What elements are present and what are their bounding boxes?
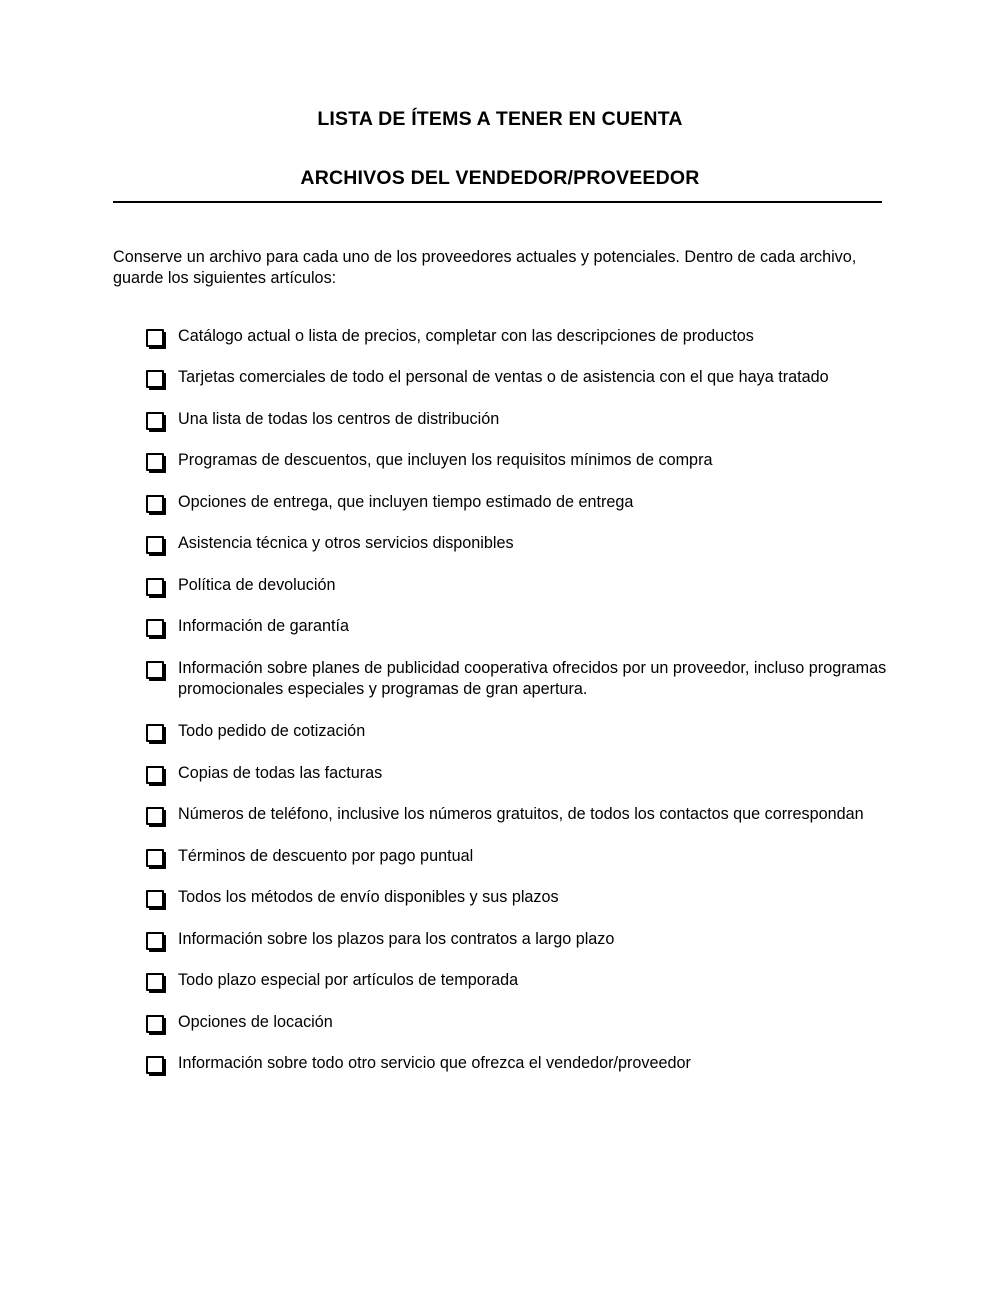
intro-paragraph: Conserve un archivo para cada uno de los proveedores actuales y potenciales. Dentro de cada archivo, guarde los siguientes artículos: bbox=[113, 247, 857, 288]
header-divider bbox=[113, 201, 882, 203]
list-item bbox=[146, 1053, 910, 1095]
list-item-label: Asistencia técnica y otros servicios disponibles bbox=[178, 534, 514, 553]
list-item bbox=[146, 575, 910, 617]
list-item bbox=[146, 721, 910, 763]
list-item-label: Catálogo actual o lista de precios, completar con las descripciones de productos bbox=[178, 326, 754, 345]
checkbox-icon[interactable] bbox=[146, 578, 164, 596]
list-item-label: Información sobre los plazos para los contratos a largo plazo bbox=[178, 929, 615, 948]
list-item-label: Copias de todas las facturas bbox=[178, 763, 383, 782]
page-title: LISTA DE ÍTEMS A TENER EN CUENTA bbox=[317, 108, 683, 130]
list-item-label: Términos de descuento por pago puntual bbox=[178, 846, 474, 865]
list-item-label: Números de teléfono, inclusive los números gratuitos, de todos los contactos que correspondan bbox=[178, 805, 864, 824]
checkbox-icon[interactable] bbox=[146, 724, 164, 742]
list-item-label: Todos los métodos de envío disponibles y sus plazos bbox=[178, 888, 559, 907]
list-item-label: Información sobre planes de publicidad cooperativa ofrecidos por un proveedor, incluso programas promocionales especiales y programas de gran apertura. bbox=[178, 658, 887, 699]
list-item-label: Una lista de todas los centros de distribución bbox=[178, 409, 500, 428]
list-item bbox=[146, 326, 910, 368]
list-item-label: Opciones de locación bbox=[178, 1012, 333, 1031]
checkbox-icon[interactable] bbox=[146, 619, 164, 637]
checkbox-icon[interactable] bbox=[146, 973, 164, 991]
checkbox-icon[interactable] bbox=[146, 1015, 164, 1033]
list-item bbox=[146, 658, 910, 721]
checkbox-icon[interactable] bbox=[146, 849, 164, 867]
checkbox-icon[interactable] bbox=[146, 495, 164, 513]
checkbox-icon[interactable] bbox=[146, 412, 164, 430]
list-item-label: Información de garantía bbox=[178, 617, 349, 636]
list-item-label: Política de devolución bbox=[178, 575, 336, 594]
checkbox-icon[interactable] bbox=[146, 1056, 164, 1074]
checkbox-icon[interactable] bbox=[146, 453, 164, 471]
list-item-label: Opciones de entrega, que incluyen tiempo estimado de entrega bbox=[178, 492, 634, 511]
checkbox-icon[interactable] bbox=[146, 536, 164, 554]
list-item bbox=[146, 616, 910, 658]
checkbox-icon[interactable] bbox=[146, 329, 164, 347]
list-item bbox=[146, 887, 910, 929]
checklist bbox=[0, 326, 1000, 1095]
list-item bbox=[146, 492, 910, 534]
list-item bbox=[146, 804, 910, 846]
list-item-label: Programas de descuentos, que incluyen los requisitos mínimos de compra bbox=[178, 451, 713, 470]
checkbox-icon[interactable] bbox=[146, 807, 164, 825]
list-item bbox=[146, 763, 910, 805]
list-item-label: Todo pedido de cotización bbox=[178, 722, 366, 740]
checkbox-icon[interactable] bbox=[146, 890, 164, 908]
list-item bbox=[146, 533, 910, 575]
list-item bbox=[146, 1012, 910, 1054]
list-item bbox=[146, 929, 910, 971]
list-item bbox=[146, 450, 910, 492]
list-item bbox=[146, 970, 910, 1012]
checkbox-icon[interactable] bbox=[146, 766, 164, 784]
list-item bbox=[146, 846, 910, 888]
checkbox-icon[interactable] bbox=[146, 661, 164, 679]
list-item bbox=[146, 367, 910, 409]
checkbox-icon[interactable] bbox=[146, 932, 164, 950]
list-item-label: Información sobre todo otro servicio que ofrezca el vendedor/proveedor bbox=[178, 1054, 691, 1073]
list-item bbox=[146, 409, 910, 451]
page-subtitle: ARCHIVOS DEL VENDEDOR/PROVEEDOR bbox=[300, 167, 700, 190]
list-item-label: Tarjetas comerciales de todo el personal de ventas o de asistencia con el que haya tratado bbox=[178, 368, 829, 387]
checkbox-icon[interactable] bbox=[146, 370, 164, 388]
list-item-label: Todo plazo especial por artículos de temporada bbox=[178, 971, 519, 990]
title-block bbox=[0, 0, 1000, 191]
